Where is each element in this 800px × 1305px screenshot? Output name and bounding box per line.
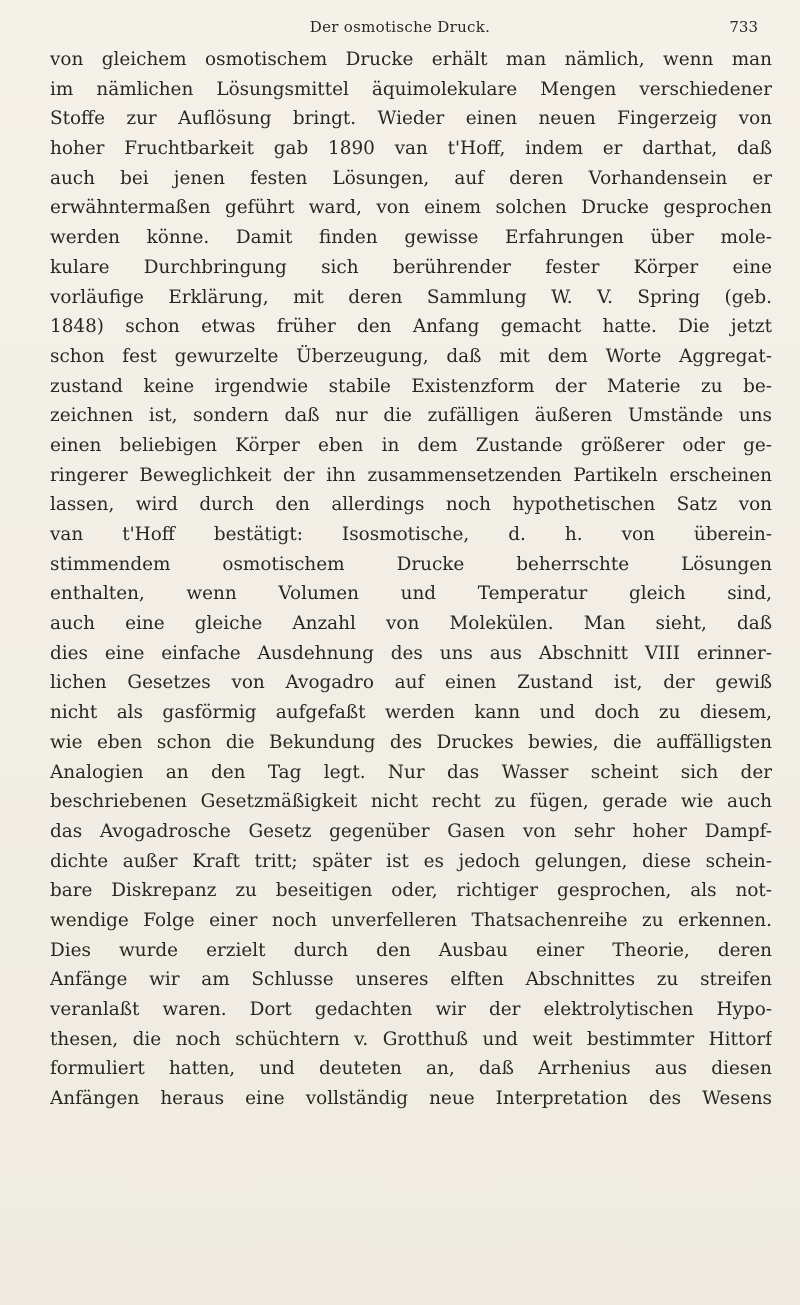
- text-line: Dies wurde erzielt durch den Ausbau einer Theorie, deren: [50, 939, 772, 961]
- text-line: stimmendem osmotischem Drucke beherrschte Lösungen: [50, 553, 772, 575]
- text-line: vorläufige Erklärung, mit deren Sammlung W. V. Spring (geb.: [50, 286, 772, 308]
- text-line: thesen, die noch schüchtern v. Grotthuß und weit bestimmter Hittorf: [50, 1028, 772, 1050]
- text-line: auch eine gleiche Anzahl von Molekülen. Man sieht, daß: [50, 613, 772, 635]
- text-line: veranlaßt waren. Dort gedachten wir der elektrolytischen Hypo-: [50, 999, 772, 1020]
- text-line: lichen Gesetzes von Avogadro auf einen Zustand ist, der gewiß: [50, 672, 772, 694]
- text-line: dies eine einfache Ausdehnung des uns aus Abschnitt VIII erinner-: [50, 642, 772, 664]
- text-line: lassen, wird durch den allerdings noch hypothetischen Satz von: [50, 494, 772, 516]
- text-line: wie eben schon die Bekundung des Druckes bewies, die auffälligsten: [50, 731, 772, 753]
- text-line: formuliert hatten, und deuteten an, daß Arrhenius aus diesen: [50, 1058, 772, 1080]
- text-line: 1848) schon etwas früher den Anfang gemacht hatte. Die jetzt: [50, 316, 772, 338]
- text-line: Analogien an den Tag legt. Nur das Wasser scheint sich der: [50, 761, 772, 783]
- page-number: 733: [729, 18, 758, 36]
- header-title: Der osmotische Druck.: [309, 18, 491, 36]
- text-line: werden könne. Damit finden gewisse Erfahrungen über mole-: [50, 227, 772, 249]
- text-line: erwähntermaßen geführt ward, von einem solchen Drucke gesprochen: [50, 197, 772, 219]
- text-line: Stoffe zur Auflösung bringt. Wieder einen neuen Fingerzeig von: [50, 108, 772, 130]
- body-text: [50, 45, 772, 1114]
- text-line: auch bei jenen festen Lösungen, auf deren Vorhandensein er: [50, 167, 772, 189]
- text-line: beschriebenen Gesetzmäßigkeit nicht recht zu fügen, gerade wie auch: [50, 791, 772, 813]
- text-line: zustand keine irgendwie stabile Existenzform der Materie zu be-: [50, 375, 772, 397]
- text-line: kulare Durchbringung sich berührender fester Körper eine: [50, 256, 772, 278]
- text-line: hoher Fruchtbarkeit gab 1890 van t'Hoff, indem er darthat, daß: [50, 138, 772, 160]
- text-line: bare Diskrepanz zu beseitigen oder, richtiger gesprochen, als not-: [50, 880, 772, 902]
- text-line: Anfängen heraus eine vollständig neue Interpretation des Wesens: [50, 1088, 772, 1110]
- text-line: das Avogadrosche Gesetz gegenüber Gasen von sehr hoher Dampf-: [50, 820, 772, 842]
- text-line: von gleichem osmotischem Drucke erhält man nämlich, wenn man: [50, 49, 772, 70]
- text-line: Anfänge wir am Schlusse unseres elften Abschnittes zu streifen: [50, 969, 772, 991]
- text-line: dichte außer Kraft tritt; später ist es jedoch gelungen, diese schein-: [50, 850, 772, 872]
- text-line: ringerer Beweglichkeit der ihn zusammensetzenden Partikeln erscheinen: [50, 464, 772, 486]
- text-line: nicht als gasförmig aufgefaßt werden kann und doch zu diesem,: [50, 702, 772, 724]
- text-line: enthalten, wenn Volumen und Temperatur gleich sind,: [50, 583, 772, 605]
- text-line: schon fest gewurzelte Überzeugung, daß mit dem Worte Aggregat-: [50, 345, 772, 367]
- text-line: zeichnen ist, sondern daß nur die zufälligen äußeren Umstände uns: [50, 405, 772, 427]
- text-line: van t'Hoff bestätigt: Isosmotische, d. h. von überein-: [50, 524, 772, 545]
- text-line: im nämlichen Lösungsmittel äquimolekulare Mengen verschiedener: [50, 78, 772, 100]
- text-line: einen beliebigen Körper eben in dem Zustande größerer oder ge-: [50, 434, 772, 456]
- running-head: [0, 12, 800, 42]
- text-line: wendige Folge einer noch unverfelleren Thatsachenreihe zu erkennen.: [50, 909, 772, 931]
